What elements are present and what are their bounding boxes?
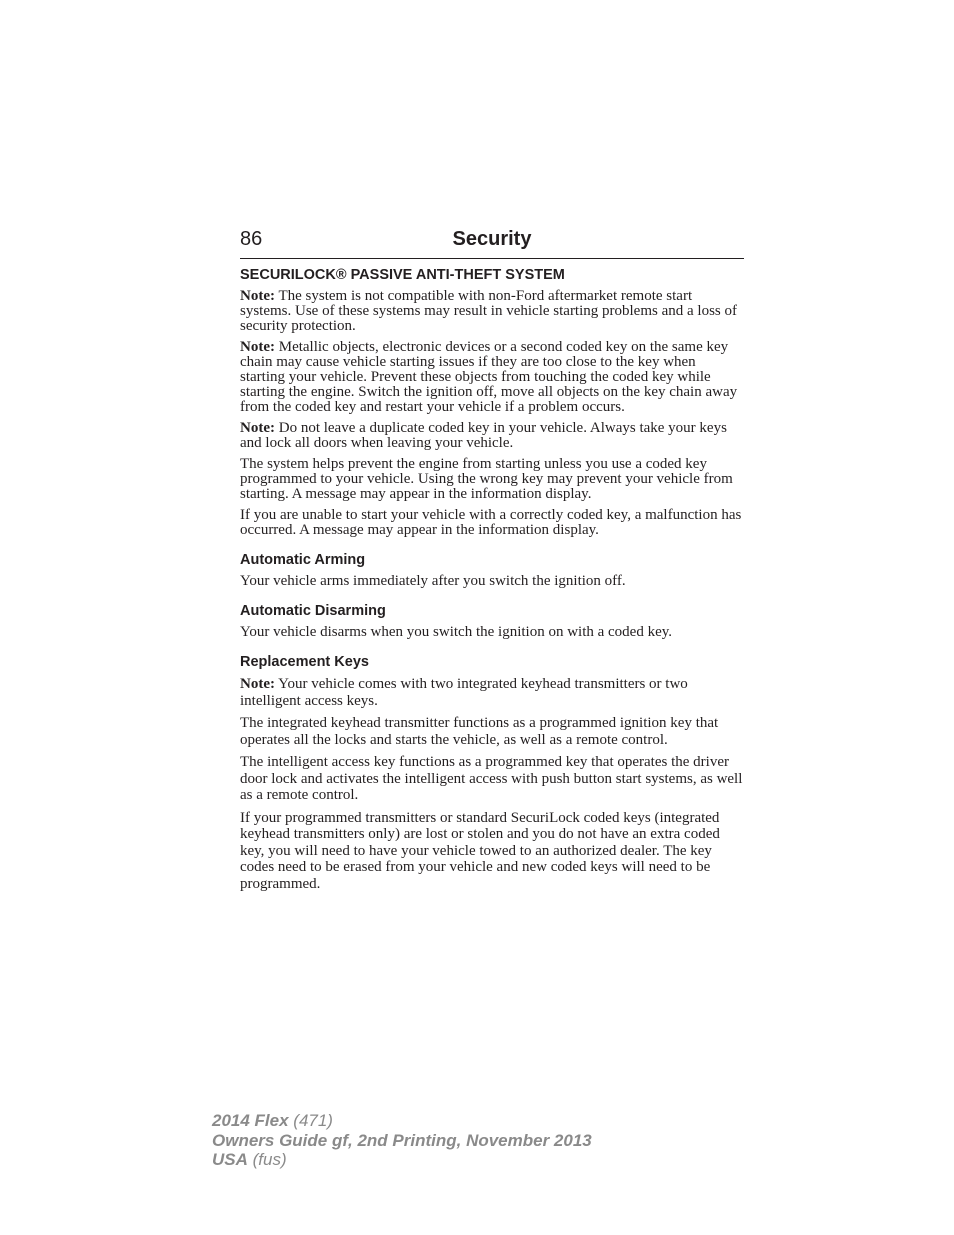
footer-region: USA <box>212 1150 248 1169</box>
automatic-disarming-heading: Automatic Disarming <box>240 603 386 619</box>
note-label: Note: <box>240 676 275 692</box>
footer-region-line <box>212 1150 592 1170</box>
footer-guide: Owners Guide gf, 2nd Printing, November 2013 <box>212 1130 592 1150</box>
automatic-disarming-text: Your vehicle disarms when you switch the ignition on with a coded key. <box>240 624 673 640</box>
page-footer <box>212 1111 592 1170</box>
body-paragraph: If you are unable to start your vehicle with a correctly coded key, a malfunction has occurred. A message may appear in the information display. <box>240 507 742 538</box>
body-paragraph: The intelligent access key functions as a programmed key that operates the driver door lock and activates the intelligent access with push button start systems, as well as a remote control. <box>240 754 743 803</box>
page-header <box>240 228 744 259</box>
page-number: 86 <box>240 228 263 250</box>
section-title: Security <box>452 228 532 250</box>
replacement-keys-heading: Replacement Keys <box>240 654 369 670</box>
note-label: Note: <box>240 339 275 355</box>
note-paragraph <box>240 676 744 709</box>
footer-model: 2014 Flex <box>212 1111 289 1130</box>
note-text: The system is not compatible with non-Ford aftermarket remote start systems. Use of these systems may result in vehicle starting problems and a loss of security protection. <box>240 288 737 334</box>
footer-model-code: (471) <box>288 1111 333 1130</box>
note-text: Your vehicle comes with two integrated keyhead transmitters or two intelligent access keys. <box>240 676 688 709</box>
body-paragraph: The system helps prevent the engine from starting unless you use a coded key programmed to your vehicle. Using the wrong key may prevent your vehicle from starting. A message may appear in the information display. <box>240 456 733 502</box>
note-text: Do not leave a duplicate coded key in your vehicle. Always take your keys and lock all doors when leaving your vehicle. <box>240 420 727 451</box>
note-label: Note: <box>240 420 275 436</box>
body-paragraph: If your programmed transmitters or standard SecuriLock coded keys (integrated keyhead transmitters only) are lost or stolen and you do not have an extra coded key, you will need to have your vehicle towed to an authorized dealer. The key codes need to be erased from your vehicle and new coded keys will need to be programmed. <box>240 809 720 892</box>
note-text: Metallic objects, electronic devices or a second coded key on the same key chain may cause vehicle starting issues if they are too close to the key when starting your vehicle. Prevent these objects from touching the coded key while starting the engine. Switch the ignition off, move all objects on the key chain away from the coded key and restart your vehicle if a problem occurs. <box>240 339 738 415</box>
note-label: Note: <box>240 288 275 304</box>
page-content <box>240 267 744 898</box>
note-paragraph <box>240 340 744 415</box>
body-paragraph: The integrated keyhead transmitter functions as a programmed ignition key that operates all the locks and starts the vehicle, as well as a remote control. <box>240 715 719 748</box>
automatic-arming-heading: Automatic Arming <box>240 552 366 568</box>
main-heading: SECURILOCK® PASSIVE ANTI-THEFT SYSTEM <box>240 267 565 283</box>
note-paragraph <box>240 421 744 451</box>
automatic-arming-text: Your vehicle arms immediately after you switch the ignition off. <box>240 573 626 589</box>
footer-model-line <box>212 1111 592 1131</box>
footer-region-code: (fus) <box>247 1150 287 1169</box>
note-paragraph <box>240 289 744 334</box>
